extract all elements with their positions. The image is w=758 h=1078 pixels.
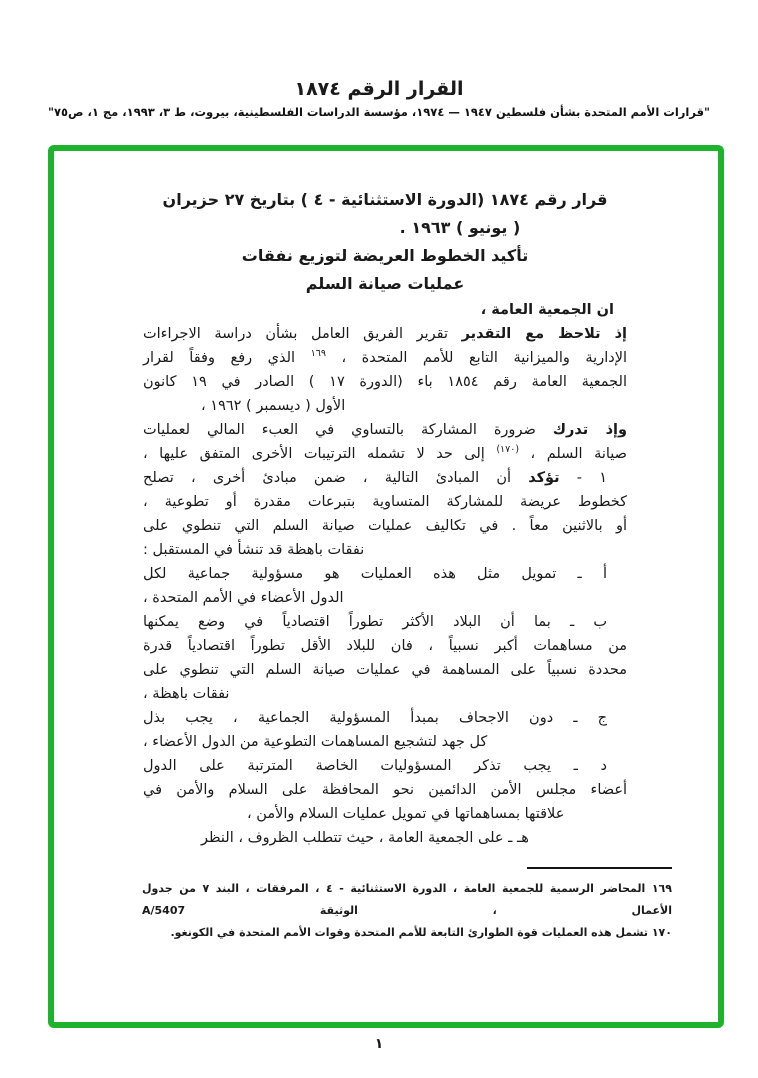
text-segment: ١ - [559,470,607,486]
text-line [143,562,627,586]
text-segment: أن المبادئ التالية ، ضمن مبادئ أخرى ، تصلح [143,470,529,486]
text-line [143,706,627,730]
text-segment: ١٦٩ المحاضر الرسمية للجمعية العامة ، الدورة الاستثنائية - ٤ ، المرفقات ، البند ٧ من جدول الأعمال ، الوثيقة A/5407 [142,882,672,917]
text-segment: ان الجمعية العامة ، [480,302,614,318]
text-segment: الأول ( ديسمبر ) ١٩٦٢ ، [201,398,346,414]
text-segment: تؤكد [528,470,560,486]
heading-line: تأكيد الخطوط العريضة لتوزيع نفقات [241,246,529,265]
text-line [143,466,627,490]
citation-line: "قرارات الأمم المتحدة بشأن فلسطين ١٩٤٧ — ١٩٧٤، مؤسسة الدراسات الفلسطينية، بيروت، ط ٣، ١٩٩٣، مج ١، ص٧٥" [47,105,711,119]
text-line [143,322,627,346]
text-segment: صيانة السلم ، [519,446,627,462]
text-line [143,802,627,826]
text-segment: هـ ـ على الجمعية العامة ، حيث تتطلب الظروف ، النظر [201,830,529,846]
text-segment: الدول الأعضاء في الأمم المتحدة ، [143,590,344,606]
text-segment: ب ـ بما أن البلاد الأكثر تطوراً اقتصادياً في وضع يمكنها [143,614,607,630]
resolution-text-block [143,186,627,850]
text-line [143,418,627,442]
text-line [143,298,627,322]
text-line [143,730,627,754]
text-segment: من مساهمات أكبر نسبياً ، فان للبلاد الأقل تطوراً اقتصادياً قدرة [143,638,627,654]
text-line [142,922,672,944]
text-line [143,514,627,538]
heading-line: عمليات صيانة السلم [305,274,465,293]
text-line [143,586,627,610]
text-segment: كخطوط عريضة للمشاركة المتساوية بتبرعات مقدرة أو تطوعية ، [143,494,627,510]
page-number: ١ [374,1036,384,1052]
text-line [143,682,627,706]
text-segment: ضرورة المشاركة بالتساوي في العبء المالي لعمليات [143,422,553,438]
text-segment: محددة نسبياً على المساهمة في عمليات صيانة السلم التي تنطوي على [143,662,627,678]
page-title: القرار الرقم ١٨٧٤ [294,78,464,100]
text-segment: ١٧٠ تشمل هذه العمليات قوة الطوارئ التابعة للأمم المتحدة وقوات الأمم المتحدة في الكونغو. [170,926,672,939]
text-segment: وإذ تدرك [552,422,627,438]
text-segment: أو بالاثنين معاً . في تكاليف عمليات صيانة السلم التي تنطوي على [143,518,627,534]
text-segment: الجمعية العامة رقم ١٨٥٤ باء (الدورة ١٧ ) الصادر في ١٩ كانون [143,374,627,390]
text-segment: نفقات باهظة قد تنشأ في المستقبل : [143,542,365,558]
footnotes-block [142,867,672,944]
text-line [143,658,627,682]
text-segment: ج ـ دون الاجحاف بمبدأ المسؤولية الجماعية ، يجب بذل [143,710,607,726]
text-line [143,490,627,514]
text-segment: أ ـ تمويل مثل هذه العمليات هو مسؤولية جماعية لكل [143,566,607,582]
text-line [143,370,627,394]
text-line [143,826,627,850]
resolution-body [143,298,627,850]
text-segment: إلى حد لا تشمله الترتيبات الأخرى المتفق عليها ، [143,446,497,462]
text-line [142,878,672,922]
text-segment: أعضاء مجلس الأمن الدائمين نحو المحافظة على السلام والأمن في [143,782,627,798]
text-segment: الذي رفع وفقاً لقرار [143,350,311,366]
resolution-heading [143,186,627,298]
text-segment: نفقات باهظة ، [143,686,230,702]
heading-line: قرار رقم ١٨٧٤ (الدورة الاستثنائية - ٤ ) بتاريخ ٢٧ حزيران [162,190,608,209]
heading-line: ( يونيو ) ١٩٦٣ . [399,218,521,237]
text-line [143,538,627,562]
footnote-reference: (١٧٠) [496,444,520,456]
text-segment: إذ تلاحظ مع التقدير [461,326,627,342]
text-line [143,610,627,634]
footnote-reference: ١٦٩ [310,348,326,360]
text-segment: د ـ يجب تذكر المسؤوليات الخاصة المترتبة على الدول [143,758,607,774]
footnote-lines [142,878,672,944]
text-line [143,442,627,466]
footnote-separator [527,867,672,869]
text-line [143,394,627,418]
text-segment: تقرير الفريق العامل بشأن دراسة الاجراءات [143,326,462,342]
text-segment: علاقتها بمساهماتها في تمويل عمليات السلام والأمن ، [247,806,565,822]
text-segment: كل جهد لتشجيع المساهمات التطوعية من الدول الأعضاء ، [143,734,488,750]
text-line [143,634,627,658]
text-line [143,778,627,802]
text-line [143,346,627,370]
text-segment: الإدارية والميزانية التابع للأمم المتحدة ، [325,350,627,366]
text-line [143,754,627,778]
document-frame [48,145,724,1028]
